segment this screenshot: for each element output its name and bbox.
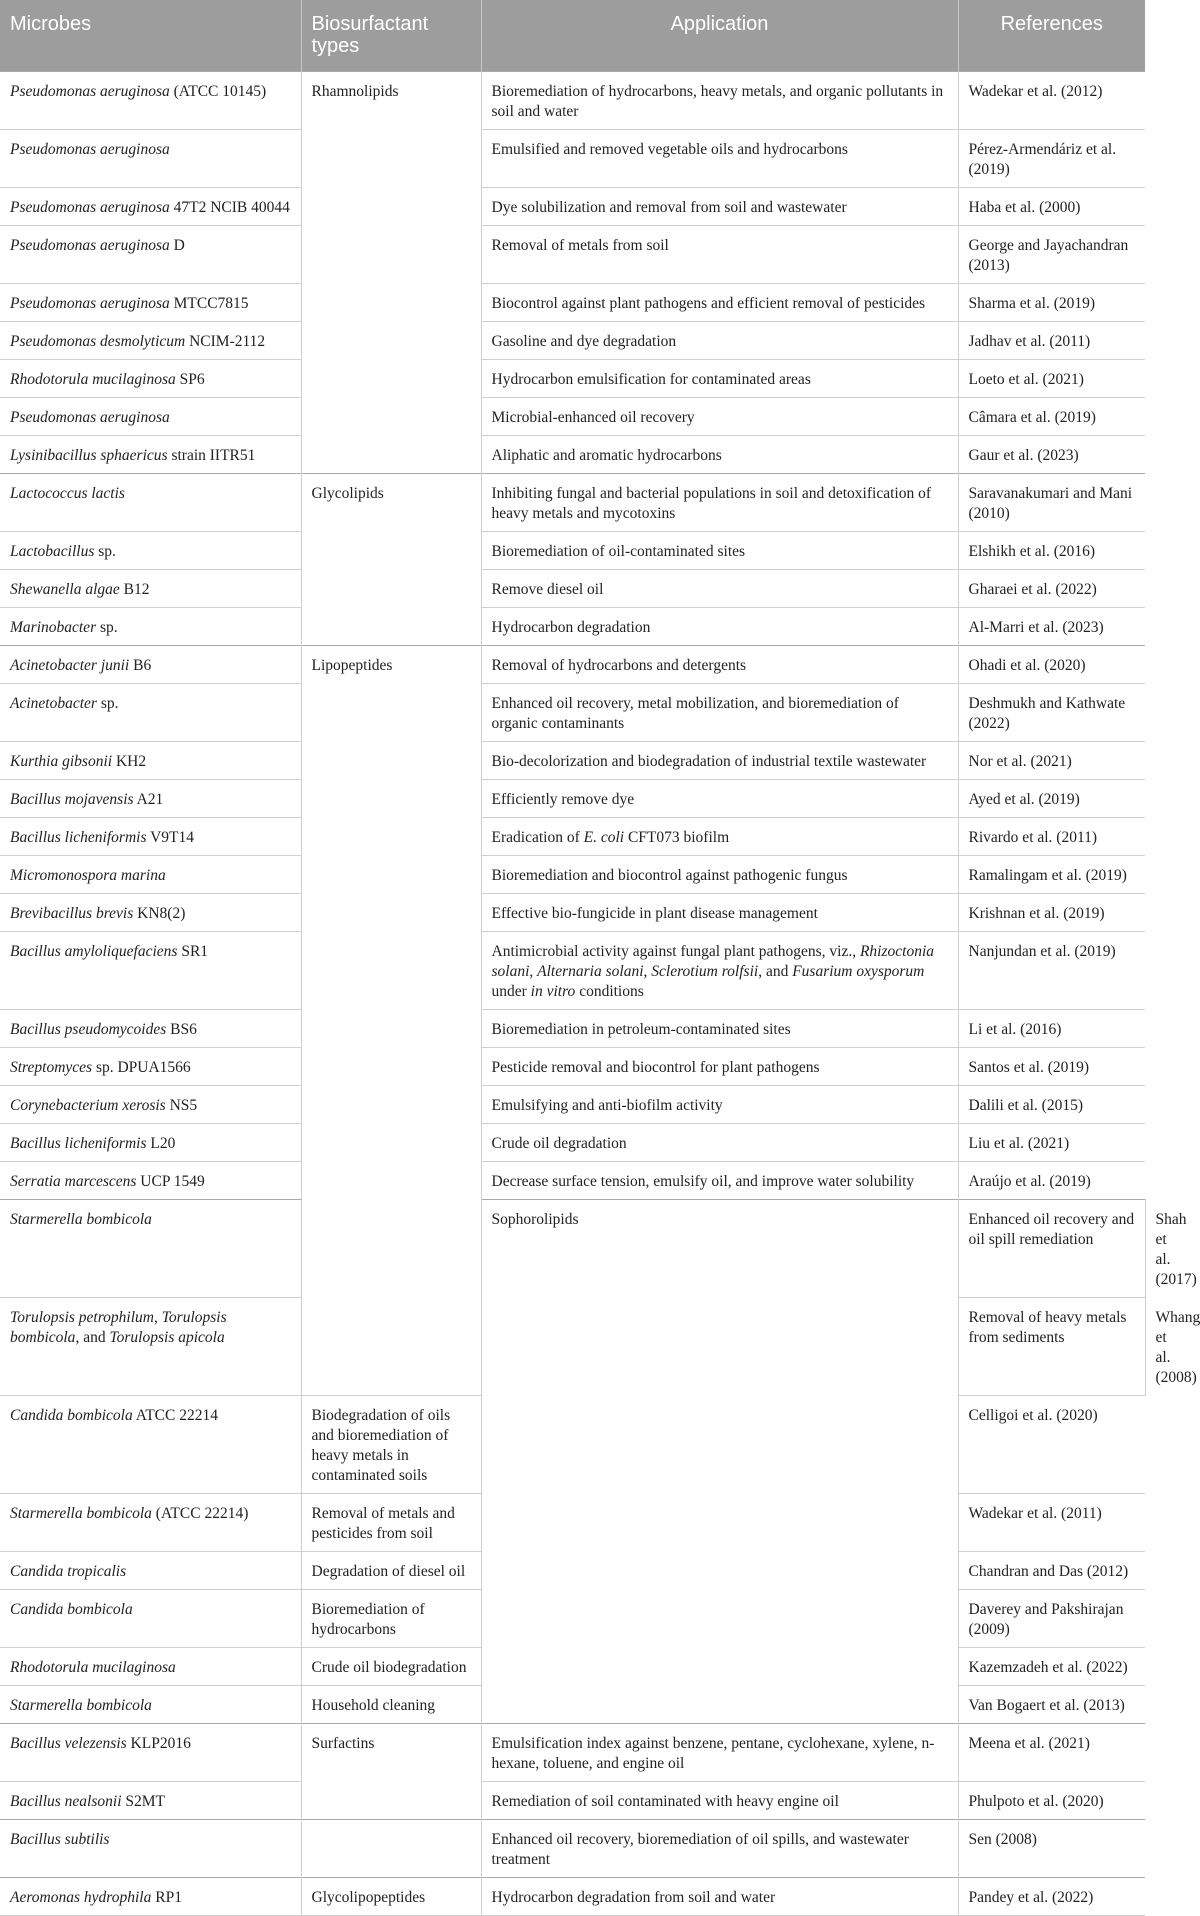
cell-reference: Ramalingam et al. (2019) (958, 856, 1145, 894)
cell-microbe: Candida bombicola (0, 1589, 301, 1647)
table-row (0, 608, 1145, 646)
cell-application: Remediation of soil contaminated with heavy engine oil (481, 1781, 958, 1819)
cell-application: Removal of metals and pesticides from soil (301, 1493, 481, 1551)
cell-reference: Jadhav et al. (2011) (958, 322, 1145, 360)
table-row: Starmerella bombicola Sophorolipids Enhanced oil recovery and oil spill remediation Shah et al. (2017) (0, 1200, 1145, 1298)
table-row (0, 398, 1145, 436)
cell-biosurfactant-type: Rhamnolipids (301, 72, 481, 474)
cell-application: Biodegradation of oils and bioremediation of heavy metals in contaminated soils (301, 1395, 481, 1493)
cell-application: Enhanced oil recovery and oil spill remediation (958, 1200, 1145, 1298)
cell-reference: Chandran and Das (2012) (958, 1551, 1145, 1589)
cell-application: Removal of heavy metals from sediments (958, 1298, 1145, 1396)
cell-reference: Araújo et al. (2019) (958, 1162, 1145, 1200)
cell-microbe: Bacillus licheniformis L20 (0, 1124, 301, 1162)
cell-microbe: Streptomyces sp. DPUA1566 (0, 1048, 301, 1086)
cell-microbe: Lactococcus lactis (0, 474, 301, 532)
table-row (0, 1010, 1145, 1048)
table-row (0, 570, 1145, 608)
table-row (0, 1086, 1145, 1124)
cell-reference: Gaur et al. (2023) (958, 436, 1145, 474)
cell-application: Enhanced oil recovery, metal mobilization, and bioremediation of organic contaminants (481, 684, 958, 742)
table-row (0, 72, 1145, 130)
table-row (0, 130, 1145, 188)
cell-microbe: Bacillus amyloliquefaciens SR1 (0, 932, 301, 1010)
cell-application: Dye solubilization and removal from soil and wastewater (481, 188, 958, 226)
cell-application: Bioremediation and biocontrol against pathogenic fungus (481, 856, 958, 894)
cell-microbe: Starmerella bombicola (0, 1685, 301, 1723)
cell-reference: Sen (2008) (958, 1819, 1145, 1877)
cell-microbe: Pseudomonas aeruginosa (0, 398, 301, 436)
table-row (0, 1162, 1145, 1200)
cell-reference: Nanjundan et al. (2019) (958, 932, 1145, 1010)
table-row (0, 1819, 1145, 1877)
table-row (0, 532, 1145, 570)
cell-reference: Li et al. (2016) (958, 1010, 1145, 1048)
cell-application: Removal of hydrocarbons and detergents (481, 646, 958, 684)
cell-reference: Al-Marri et al. (2023) (958, 608, 1145, 646)
table-row (0, 436, 1145, 474)
cell-microbe: Pseudomonas aeruginosa MTCC7815 (0, 284, 301, 322)
cell-application: Pesticide removal and biocontrol for plant pathogens (481, 1048, 958, 1086)
cell-application: Hydrocarbon degradation (481, 608, 958, 646)
table-row (0, 780, 1145, 818)
cell-reference: George and Jayachandran (2013) (958, 226, 1145, 284)
table-row (0, 1877, 1145, 1915)
cell-reference: Elshikh et al. (2016) (958, 532, 1145, 570)
header-row (0, 0, 1145, 72)
cell-reference: Daverey and Pakshirajan (2009) (958, 1589, 1145, 1647)
table-row (0, 474, 1145, 532)
cell-reference: Krishnan et al. (2019) (958, 894, 1145, 932)
table-row (0, 932, 1145, 1010)
cell-microbe: Bacillus licheniformis V9T14 (0, 818, 301, 856)
table-row (0, 856, 1145, 894)
cell-application: Eradication of E. coli CFT073 biofilm (481, 818, 958, 856)
cell-microbe: Lysinibacillus sphaericus strain IITR51 (0, 436, 301, 474)
cell-microbe: Bacillus subtilis (0, 1819, 301, 1877)
cell-application: Bioremediation of hydrocarbons, heavy metals, and organic pollutants in soil and water (481, 72, 958, 130)
table-row (0, 1781, 1145, 1819)
cell-application: Emulsification index against benzene, pentane, cyclohexane, xylene, n-hexane, toluene, and engine oil (481, 1723, 958, 1781)
table-row (0, 284, 1145, 322)
cell-reference: Celligoi et al. (2020) (958, 1395, 1145, 1493)
cell-application: Gasoline and dye degradation (481, 322, 958, 360)
cell-reference: Wadekar et al. (2011) (958, 1493, 1145, 1551)
header-references: References (958, 0, 1145, 72)
cell-application: Crude oil degradation (481, 1124, 958, 1162)
cell-microbe: Lactobacillus sp. (0, 532, 301, 570)
cell-reference: Phulpoto et al. (2020) (958, 1781, 1145, 1819)
table-row (0, 322, 1145, 360)
cell-reference: Van Bogaert et al. (2013) (958, 1685, 1145, 1723)
cell-biosurfactant-type: Glycolipids (301, 474, 481, 646)
table-row (0, 894, 1145, 932)
cell-application: Degradation of diesel oil (301, 1551, 481, 1589)
cell-reference: Deshmukh and Kathwate (2022) (958, 684, 1145, 742)
cell-application: Remove diesel oil (481, 570, 958, 608)
header-biosurfactant-types: Biosurfactant types (301, 0, 481, 72)
cell-application: Bio-decolorization and biodegradation of industrial textile wastewater (481, 742, 958, 780)
cell-biosurfactant-type: Glycolipopeptides (301, 1877, 481, 1915)
cell-microbe: Bacillus nealsonii S2MT (0, 1781, 301, 1819)
header-application: Application (481, 0, 958, 72)
cell-application: Aliphatic and aromatic hydrocarbons (481, 436, 958, 474)
cell-reference: Liu et al. (2021) (958, 1124, 1145, 1162)
cell-reference: Ohadi et al. (2020) (958, 646, 1145, 684)
cell-reference: Ayed et al. (2019) (958, 780, 1145, 818)
cell-application: Effective bio-fungicide in plant disease management (481, 894, 958, 932)
cell-biosurfactant-type: Lipopeptides (301, 646, 481, 1396)
cell-application: Removal of metals from soil (481, 226, 958, 284)
header-microbes: Microbes (0, 0, 301, 72)
cell-application: Hydrocarbon emulsification for contaminated areas (481, 360, 958, 398)
cell-microbe: Pseudomonas aeruginosa (0, 130, 301, 188)
cell-microbe: Bacillus mojavensis A21 (0, 780, 301, 818)
cell-microbe: Candida tropicalis (0, 1551, 301, 1589)
cell-application: Inhibiting fungal and bacterial populations in soil and detoxification of heavy metals and mycotoxins (481, 474, 958, 532)
table-row (0, 742, 1145, 780)
cell-reference: Pérez-Armendáriz et al. (2019) (958, 130, 1145, 188)
cell-microbe: Brevibacillus brevis KN8(2) (0, 894, 301, 932)
cell-application: Bioremediation of hydrocarbons (301, 1589, 481, 1647)
cell-microbe: Rhodotorula mucilaginosa SP6 (0, 360, 301, 398)
cell-application: Bioremediation of oil-contaminated sites (481, 532, 958, 570)
cell-reference: Nor et al. (2021) (958, 742, 1145, 780)
cell-microbe: Torulopsis petrophilum, Torulopsis bombicola, and Torulopsis apicola (0, 1298, 301, 1396)
cell-microbe: Pseudomonas aeruginosa 47T2 NCIB 40044 (0, 188, 301, 226)
cell-reference: Santos et al. (2019) (958, 1048, 1145, 1086)
cell-reference: Sharma et al. (2019) (958, 284, 1145, 322)
cell-microbe: Pseudomonas aeruginosa (ATCC 10145) (0, 72, 301, 130)
table-row (0, 1124, 1145, 1162)
cell-reference: Haba et al. (2000) (958, 188, 1145, 226)
table-row (0, 1048, 1145, 1086)
cell-microbe: Pseudomonas desmolyticum NCIM-2112 (0, 322, 301, 360)
cell-application: Crude oil biodegradation (301, 1647, 481, 1685)
cell-microbe: Starmerella bombicola (ATCC 22214) (0, 1493, 301, 1551)
cell-reference: Wadekar et al. (2012) (958, 72, 1145, 130)
cell-application: Enhanced oil recovery, bioremediation of oil spills, and wastewater treatment (481, 1819, 958, 1877)
cell-reference: Meena et al. (2021) (958, 1723, 1145, 1781)
table-body (0, 72, 1200, 1916)
cell-reference: Loeto et al. (2021) (958, 360, 1145, 398)
cell-microbe: Rhodotorula mucilaginosa (0, 1647, 301, 1685)
cell-reference: Câmara et al. (2019) (958, 398, 1145, 436)
cell-biosurfactant-type: Surfactins (301, 1723, 481, 1819)
cell-biosurfactant-type: Sophorolipids (481, 1200, 958, 1724)
table-row (0, 226, 1145, 284)
cell-application: Household cleaning (301, 1685, 481, 1723)
cell-application: Hydrocarbon degradation from soil and water (481, 1877, 958, 1915)
cell-reference: Dalili et al. (2015) (958, 1086, 1145, 1124)
table-row: Torulopsis petrophilum, Torulopsis bombicola, and Torulopsis apicola Removal of heavy metals from sediments Whang et al. (2008) (0, 1298, 1145, 1396)
cell-microbe: Bacillus pseudomycoides BS6 (0, 1010, 301, 1048)
cell-application: Biocontrol against plant pathogens and efficient removal of pesticides (481, 284, 958, 322)
cell-reference: Saravanakumari and Mani (2010) (958, 474, 1145, 532)
table-row (0, 360, 1145, 398)
cell-reference: Kazemzadeh et al. (2022) (958, 1647, 1145, 1685)
cell-application: Antimicrobial activity against fungal plant pathogens, viz., Rhizoctonia solani, Alternaria solani, Sclerotium rolfsii, and Fusarium oxysporum under in vitro conditions (481, 932, 958, 1010)
table-row (0, 188, 1145, 226)
cell-microbe: Bacillus velezensis KLP2016 (0, 1723, 301, 1781)
cell-microbe: Corynebacterium xerosis NS5 (0, 1086, 301, 1124)
cell-microbe: Aeromonas hydrophila RP1 (0, 1877, 301, 1915)
cell-microbe: Serratia marcescens UCP 1549 (0, 1162, 301, 1200)
cell-application: Microbial-enhanced oil recovery (481, 398, 958, 436)
cell-microbe: Micromonospora marina (0, 856, 301, 894)
table-row (0, 818, 1145, 856)
cell-biosurfactant-type (301, 1819, 481, 1877)
cell-application: Efficiently remove dye (481, 780, 958, 818)
table-row (0, 646, 1145, 684)
cell-microbe: Pseudomonas aeruginosa D (0, 226, 301, 284)
cell-reference: Gharaei et al. (2022) (958, 570, 1145, 608)
table-row (0, 1723, 1145, 1781)
cell-application: Bioremediation in petroleum-contaminated sites (481, 1010, 958, 1048)
cell-microbe: Kurthia gibsonii KH2 (0, 742, 301, 780)
cell-application: Emulsified and removed vegetable oils and hydrocarbons (481, 130, 958, 188)
cell-microbe: Candida bombicola ATCC 22214 (0, 1395, 301, 1493)
cell-application: Emulsifying and anti-biofilm activity (481, 1086, 958, 1124)
cell-application: Decrease surface tension, emulsify oil, and improve water solubility (481, 1162, 958, 1200)
cell-microbe: Marinobacter sp. (0, 608, 301, 646)
cell-microbe: Acinetobacter junii B6 (0, 646, 301, 684)
cell-microbe: Shewanella algae B12 (0, 570, 301, 608)
table-row (0, 684, 1145, 742)
cell-microbe: Starmerella bombicola (0, 1200, 301, 1298)
cell-reference: Rivardo et al. (2011) (958, 818, 1145, 856)
cell-reference: Pandey et al. (2022) (958, 1877, 1145, 1915)
cell-microbe: Acinetobacter sp. (0, 684, 301, 742)
